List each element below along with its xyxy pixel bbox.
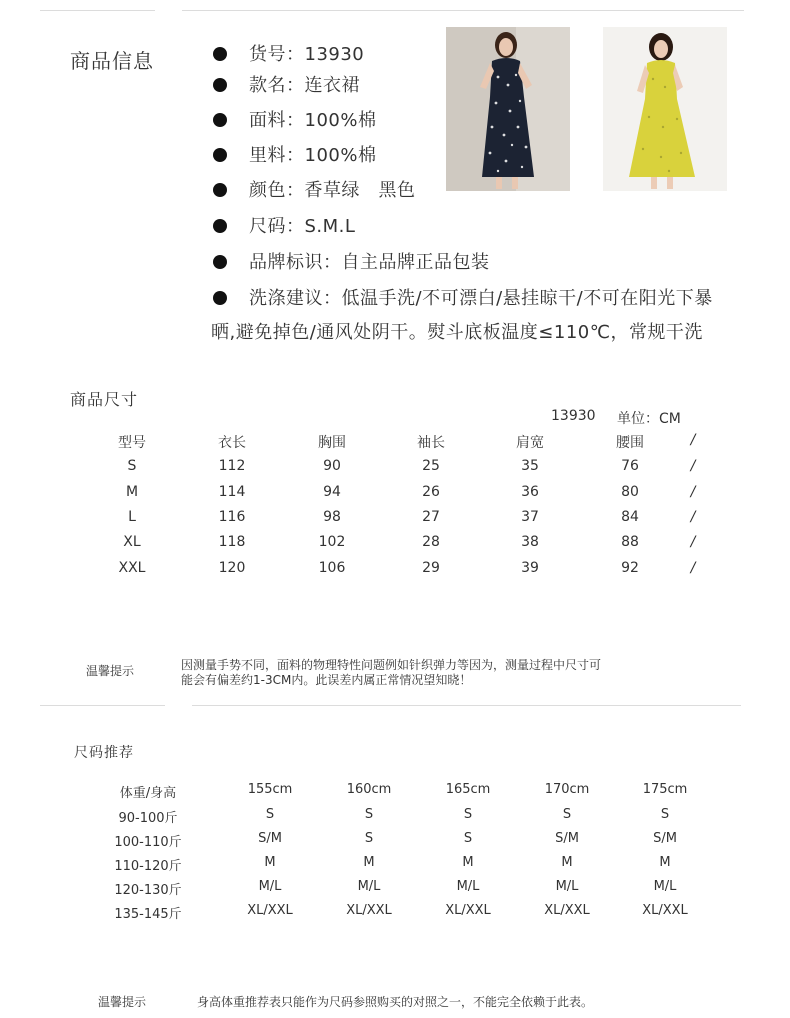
mid-rule-right	[192, 705, 741, 706]
table-cell: XL	[123, 534, 141, 550]
table-cell: M	[462, 855, 474, 870]
table-cell: 90	[323, 458, 341, 474]
table-cell: /	[690, 458, 696, 474]
table-cell: 84	[621, 509, 639, 525]
tip1-label: 温馨提示	[86, 664, 135, 678]
info-item-wash-continued: 晒,避免掉色/通风处阴干。熨斗底板温度≤110℃，常规干洗	[211, 322, 703, 343]
bullet-icon	[213, 113, 227, 127]
size-chart-title: 商品尺寸	[70, 390, 139, 409]
product-info-title: 商品信息	[70, 49, 154, 73]
table-cell: 92	[621, 560, 639, 576]
info-item-size: 尺码：S.M.L	[213, 212, 355, 238]
info-item-lining: 里料：100%棉	[213, 141, 376, 167]
recommend-header-165: 165cm	[445, 782, 491, 797]
size-header-shoulder: 肩宽	[516, 435, 544, 451]
bullet-icon	[213, 47, 227, 61]
table-cell: /	[690, 509, 696, 525]
recommend-header-weight-height: 体重/身高	[119, 786, 177, 801]
table-cell: S/M	[653, 831, 677, 846]
table-cell: 35	[521, 458, 539, 474]
size-header-waist: 腰围	[616, 435, 644, 451]
recommend-header-155: 155cm	[247, 782, 293, 797]
table-cell: 114	[218, 484, 246, 500]
table-cell: S	[660, 807, 670, 822]
table-cell: S	[562, 807, 572, 822]
table-cell: 100-110斤	[114, 835, 182, 850]
table-cell: 38	[521, 534, 539, 550]
table-cell: M/L	[653, 879, 677, 894]
table-cell: XL/XXL	[544, 903, 590, 918]
table-cell: 37	[521, 509, 539, 525]
recommend-header-170: 170cm	[544, 782, 590, 797]
table-cell: S/M	[258, 831, 282, 846]
table-cell: S	[364, 831, 374, 846]
size-header-slash: /	[690, 432, 696, 448]
table-cell: 90-100斤	[118, 811, 178, 826]
tip2-label: 温馨提示	[98, 995, 147, 1009]
info-item-style: 款名：连衣裙	[213, 71, 360, 97]
table-cell: 102	[318, 534, 346, 550]
table-cell: XL/XXL	[642, 903, 688, 918]
table-cell: 112	[218, 458, 246, 474]
table-cell: 25	[422, 458, 440, 474]
table-cell: /	[690, 560, 696, 576]
info-item-sku: 货号：13930	[213, 40, 364, 66]
table-cell: S	[265, 807, 275, 822]
navy-dress-figure	[446, 27, 570, 191]
navy-floral-dress-photo	[446, 27, 570, 191]
yellow-dress-figure	[603, 27, 727, 191]
mid-rule-left	[40, 705, 165, 706]
table-cell: 36	[521, 484, 539, 500]
table-cell: 80	[621, 484, 639, 500]
size-header-length: 衣长	[218, 435, 246, 451]
table-cell: M/L	[357, 879, 381, 894]
table-cell: 28	[422, 534, 440, 550]
info-item-brand: 品牌标识：自主品牌正品包装	[213, 248, 490, 274]
table-cell: L	[128, 509, 136, 525]
table-cell: 94	[323, 484, 341, 500]
top-rule-left	[40, 10, 155, 11]
bullet-icon	[213, 291, 227, 305]
info-item-color: 颜色：香草绿 黑色	[213, 176, 416, 202]
table-cell: S/M	[555, 831, 579, 846]
table-cell: M	[125, 484, 139, 500]
table-cell: 88	[621, 534, 639, 550]
table-cell: M	[561, 855, 573, 870]
size-header-model: 型号	[118, 435, 146, 451]
table-cell: /	[690, 534, 696, 550]
table-cell: 29	[422, 560, 440, 576]
table-cell: XL/XXL	[247, 903, 293, 918]
tip1-line2: 能会有偏差约1-3CM内。此误差内属正常情况望知晓！	[181, 673, 472, 687]
bullet-icon	[213, 219, 227, 233]
table-cell: XL/XXL	[445, 903, 491, 918]
table-cell: 106	[318, 560, 346, 576]
info-item-fabric: 面料：100%棉	[213, 106, 376, 132]
table-cell: 76	[621, 458, 639, 474]
size-header-sleeve: 袖长	[417, 435, 445, 451]
table-cell: /	[690, 484, 696, 500]
table-cell: 110-120斤	[114, 859, 182, 874]
bullet-icon	[213, 148, 227, 162]
table-cell: 118	[218, 534, 246, 550]
table-cell: S	[463, 807, 473, 822]
table-cell: M/L	[555, 879, 579, 894]
table-cell: 98	[323, 509, 341, 525]
tip2-text: 身高体重推荐表只能作为尺码参照购买的对照之一，不能完全依赖于此表。	[197, 995, 594, 1009]
tip1-line1: 因测量手势不同，面料的物理特性问题例如针织弹力等因为，测量过程中尺寸可	[181, 658, 602, 672]
table-cell: S	[463, 831, 473, 846]
bullet-icon	[213, 255, 227, 269]
size-header-chest: 胸围	[318, 435, 346, 451]
table-cell: 39	[521, 560, 539, 576]
table-cell: 27	[422, 509, 440, 525]
table-cell: M	[264, 855, 276, 870]
yellow-floral-dress-photo	[603, 27, 727, 191]
table-cell: S	[127, 458, 137, 474]
table-cell: 116	[218, 509, 246, 525]
size-chart-code: 13930	[551, 408, 596, 424]
top-rule-right	[182, 10, 744, 11]
table-cell: M	[363, 855, 375, 870]
table-cell: 120-130斤	[114, 883, 182, 898]
info-item-wash: 洗涤建议：低温手洗/不可漂白/悬挂晾干/不可在阳光下暴	[213, 284, 713, 310]
recommend-header-160: 160cm	[346, 782, 392, 797]
bullet-icon	[213, 78, 227, 92]
bullet-icon	[213, 183, 227, 197]
table-cell: M/L	[258, 879, 282, 894]
table-cell: 120	[218, 560, 246, 576]
recommend-header-175: 175cm	[642, 782, 688, 797]
table-cell: XXL	[118, 560, 146, 576]
table-cell: S	[364, 807, 374, 822]
table-cell: 135-145斤	[114, 907, 182, 922]
table-cell: M/L	[456, 879, 480, 894]
size-chart-unit: 单位：CM	[617, 411, 681, 427]
table-cell: 26	[422, 484, 440, 500]
table-cell: M	[659, 855, 671, 870]
table-cell: XL/XXL	[346, 903, 392, 918]
recommend-title: 尺码推荐	[74, 745, 134, 761]
